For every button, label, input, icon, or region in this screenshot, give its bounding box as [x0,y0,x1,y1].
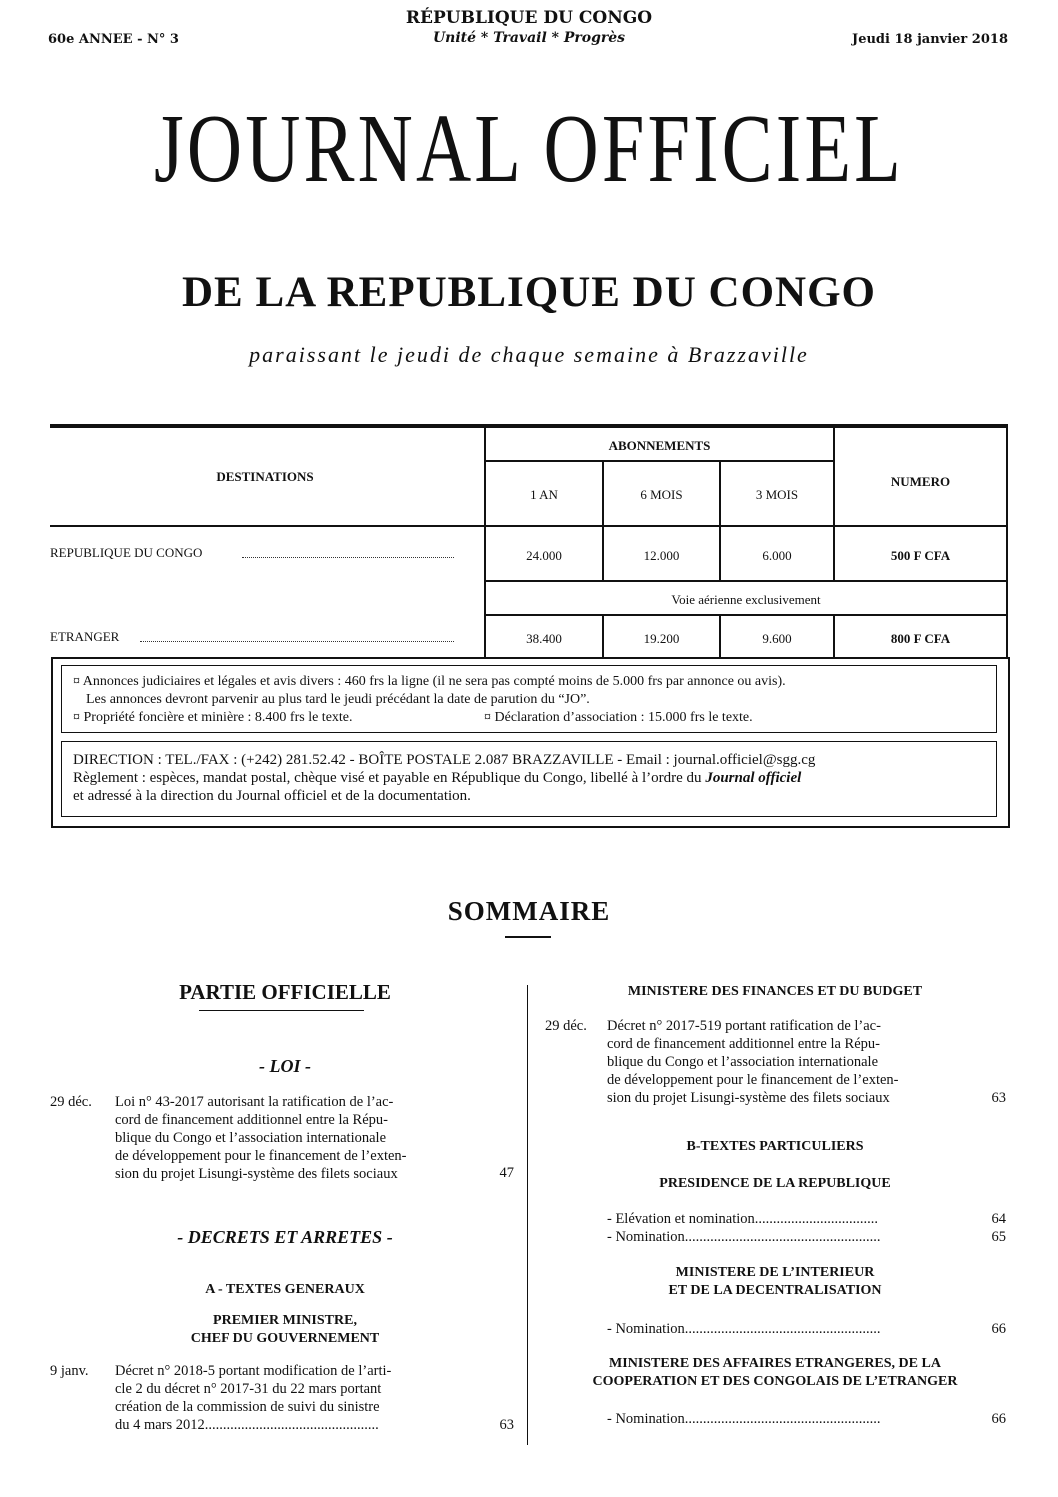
entry-page: 66 [991,1321,1006,1337]
ministere-interieur-heading: MINISTERE DE L’INTERIEUR [675,1265,875,1280]
entry-line: sion du projet Lisungi-système des filets sociaux [607,1090,890,1106]
table-top-rule [50,424,1008,428]
entry-text: - Nomination...................................................... [607,1321,881,1337]
col-abonnements: ABONNEMENTS [608,438,711,453]
entry-page: 63 [499,1417,514,1433]
partie-officielle-heading: PARTIE OFFICIELLE [179,980,391,1004]
motto: Unité * Travail * Progrès [432,30,626,46]
presidence-heading: PRESIDENCE DE LA REPUBLIQUE [659,1176,891,1191]
entry-text [115,1362,391,1434]
journal-title: JOURNAL OFFICIEL [154,95,904,203]
entry-line: cord de financement additionnel entre la Répu- [115,1112,388,1128]
direction-line [73,770,801,787]
entry-text: - Elévation et nomination.................................. [607,1211,879,1227]
ministere-affaires-etrangeres-heading: MINISTERE DES AFFAIRES ETRANGERES, DE LA [609,1356,941,1371]
table-divider [1006,426,1008,658]
announcement-line: ¤ Annonces judiciaires et légales et avis divers : 460 frs la ligne (il ne sera pas compté moins de 5.000 frs par annonce ou avis). [73,674,786,689]
cell-value: 9.600 [762,631,792,646]
col-1an: 1 AN [530,487,558,502]
cell-value: 38.400 [526,631,562,646]
decrets-heading: - DECRETS ET ARRETES - [177,1227,393,1247]
direction-line: et adressé à la direction du Journal officiel et de la documentation. [73,788,471,804]
issue-date: Jeudi 18 janvier 2018 [852,32,1008,47]
entry-date: 29 déc. [545,1018,587,1034]
entry-page: 66 [991,1411,1006,1427]
entry-line: cord de financement additionnel entre la Répu- [607,1036,880,1052]
entry-page: 65 [991,1229,1006,1245]
republic-heading: RÉPUBLIQUE DU CONGO [405,8,653,28]
announcement-line: ¤ Déclaration d’association : 15.000 frs le texte. [484,710,753,725]
entry-line: du 4 mars 2012................................................ [115,1417,379,1433]
ministere-interieur-heading: ET DE LA DECENTRALISATION [668,1283,882,1298]
row-dest-etranger: ETRANGER [50,629,120,644]
column-divider [527,985,528,1445]
row-dest-congo: REPUBLIQUE DU CONGO [50,545,203,560]
cell-value: 800 F CFA [890,631,951,646]
heading-underline [199,1010,364,1011]
entry-line: Décret n° 2017-519 portant ratification de l’ac- [607,1018,881,1034]
entry-line: blique du Congo et l’association internationale [607,1054,879,1070]
table-rule [484,614,1008,616]
table-rule [484,460,834,462]
premier-ministre-heading: PREMIER MINISTRE, [213,1313,357,1328]
entry-page: 63 [991,1090,1006,1106]
cell-value: 12.000 [643,548,680,563]
entry-date: 29 déc. [50,1094,92,1110]
entry-line: création de la commission de suivi du sinistre [115,1399,380,1415]
journal-tagline: paraissant le jeudi de chaque semaine à Brazzaville [249,342,809,367]
chef-gouvernement-heading: CHEF DU GOUVERNEMENT [190,1331,380,1346]
entry-line: Loi n° 43-2017 autorisant la ratification de l’ac- [115,1094,394,1110]
table-rule [484,580,1008,582]
announcement-line: Les annonces devront parvenir au plus tard le jeudi précédant la date de parution du “JO”. [86,692,590,707]
dot-leader [140,640,454,642]
cell-value: 6.000 [762,548,792,563]
entry-line: cle 2 du décret n° 2017-31 du 22 mars portant [115,1381,382,1397]
col-3mois: 3 MOIS [755,487,799,502]
entry-line: de développement pour le financement de l’exten- [115,1148,407,1164]
air-mail-note: Voie aérienne exclusivement [671,592,821,607]
entry-line: blique du Congo et l’association internationale [115,1130,387,1146]
sommaire-title: SOMMAIRE [447,896,611,926]
dot-leader [242,556,454,558]
textes-generaux-heading: A - TEXTES GENERAUX [205,1282,365,1297]
entry-text [607,1017,899,1107]
journal-name-emph: Journal officiel [705,770,802,786]
entry-text: - Nomination...................................................... [607,1229,881,1245]
direction-line: DIRECTION : TEL./FAX : (+242) 281.52.42 - BOÎTE POSTALE 2.087 BRAZZAVILLE - Email : journal.officiel@sgg.cg [73,752,816,768]
loi-heading: - LOI - [259,1056,311,1076]
cell-value: 500 F CFA [890,548,951,563]
col-numero: NUMERO [890,474,951,489]
announcement-line: ¤ Propriété foncière et minière : 8.400 frs le texte. [73,710,353,725]
entry-page: 47 [499,1165,514,1181]
journal-subtitle: DE LA REPUBLIQUE DU CONGO [182,269,876,316]
ministere-affaires-etrangeres-heading: COOPERATION ET DES CONGOLAIS DE L’ETRANGER [592,1374,958,1389]
entry-text [115,1093,407,1183]
ministere-finances-heading: MINISTERE DES FINANCES ET DU BUDGET [627,984,923,999]
entry-date: 9 janv. [50,1363,89,1379]
col-destinations: DESTINATIONS [216,469,314,484]
entry-line: de développement pour le financement de l’exten- [607,1072,899,1088]
table-header-rule [50,525,1008,527]
cell-value: 24.000 [526,548,562,563]
entry-text: - Nomination...................................................... [607,1411,881,1427]
col-6mois: 6 MOIS [640,487,683,502]
cell-value: 19.200 [643,631,680,646]
entry-line: Décret n° 2018-5 portant modification de l’arti- [115,1363,392,1379]
textes-particuliers-heading: B-TEXTES PARTICULIERS [686,1139,864,1154]
sommaire-underline [505,936,551,938]
entry-line: sion du projet Lisungi-système des filets sociaux [115,1166,398,1182]
issue-number: 60e ANNEE - N° 3 [48,32,179,47]
payment-text: Règlement : espèces, mandat postal, chèque visé et payable en République du Congo, libellé à l’ordre du [73,770,706,786]
entry-page: 64 [991,1211,1006,1227]
